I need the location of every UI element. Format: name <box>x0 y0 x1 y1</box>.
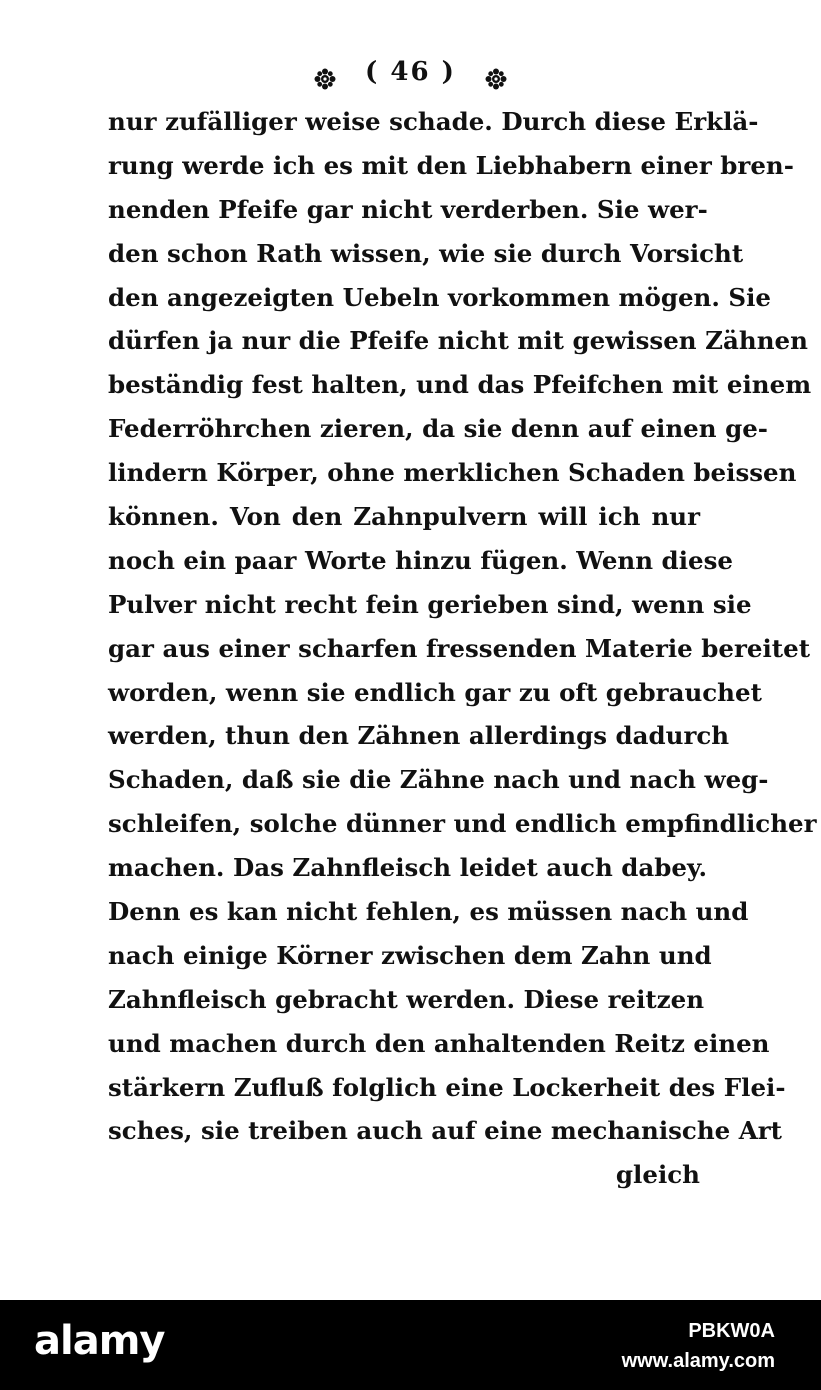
text-line: den schon Rath wissen, wie sie durch Vorsicht <box>108 238 744 268</box>
text-line: rung werde ich es mit den Liebhabern einer bren- <box>108 150 794 180</box>
text-line: und machen durch den anhaltenden Reitz einen <box>108 1028 770 1058</box>
text-line: nenden Pfeife gar nicht verderben. Sie wer- <box>108 194 708 224</box>
text-line: Pulver nicht recht fein gerieben sind, wenn sie <box>108 589 752 619</box>
page-header <box>0 52 821 92</box>
alamy-logo: alamy <box>34 1318 165 1364</box>
text-line: Denn es kan nicht fehlen, es müssen nach und <box>108 897 749 927</box>
text-line: lindern Körper, ohne merklichen Schaden beissen <box>108 458 797 488</box>
text-line: gar aus einer scharfen fressenden Materie bereitet <box>108 633 811 663</box>
text-line: sches, sie treiben auch auf eine mechanische Art <box>108 1116 783 1146</box>
catchword: gleich <box>615 1160 700 1190</box>
text-line: werden, thun den Zähnen allerdings dadurch <box>108 721 730 751</box>
text-line: beständig fest halten, und das Pfeifchen mit einem <box>108 370 812 400</box>
text-line: Schaden, daß sie die Zähne nach und nach weg- <box>108 765 769 795</box>
text-line: noch ein paar Worte hinzu fügen. Wenn diese <box>108 545 733 575</box>
text-line: worden, wenn sie endlich gar zu oft gebrauchet <box>108 677 762 707</box>
body-text <box>108 100 817 1197</box>
text-line: stärkern Zufluß folglich eine Lockerheit des Flei- <box>108 1072 786 1102</box>
text-line: können. Von den Zahnpulvern will ich nur <box>108 502 700 532</box>
text-line: den angezeigten Uebeln vorkommen mögen. Sie <box>108 282 771 312</box>
text-line: Zahnfleisch gebracht werden. Diese reitzen <box>108 984 705 1014</box>
text-line: schleifen, solche dünner und endlich empfindlicher <box>108 809 817 839</box>
text-line: nur zufälliger weise schade. Durch diese Erklä- <box>108 107 759 136</box>
text-line: nach einige Körner zwischen dem Zahn und <box>108 940 712 970</box>
text-line: Federröhrchen zieren, da sie denn auf einen ge- <box>108 414 768 444</box>
rosette-ornament-right-icon <box>485 62 507 84</box>
text-line: machen. Das Zahnfleisch leidet auch dabey. <box>108 853 707 883</box>
text-line: dürfen ja nur die Pfeife nicht mit gewissen Zähnen <box>108 326 808 356</box>
watermark-footer <box>0 1300 821 1390</box>
stock-url: www.alamy.com <box>621 1350 775 1372</box>
rosette-ornament-left-icon <box>314 62 336 84</box>
stock-image-id: PBKW0A <box>688 1320 775 1342</box>
page-number: ( 46 ) <box>365 57 456 87</box>
